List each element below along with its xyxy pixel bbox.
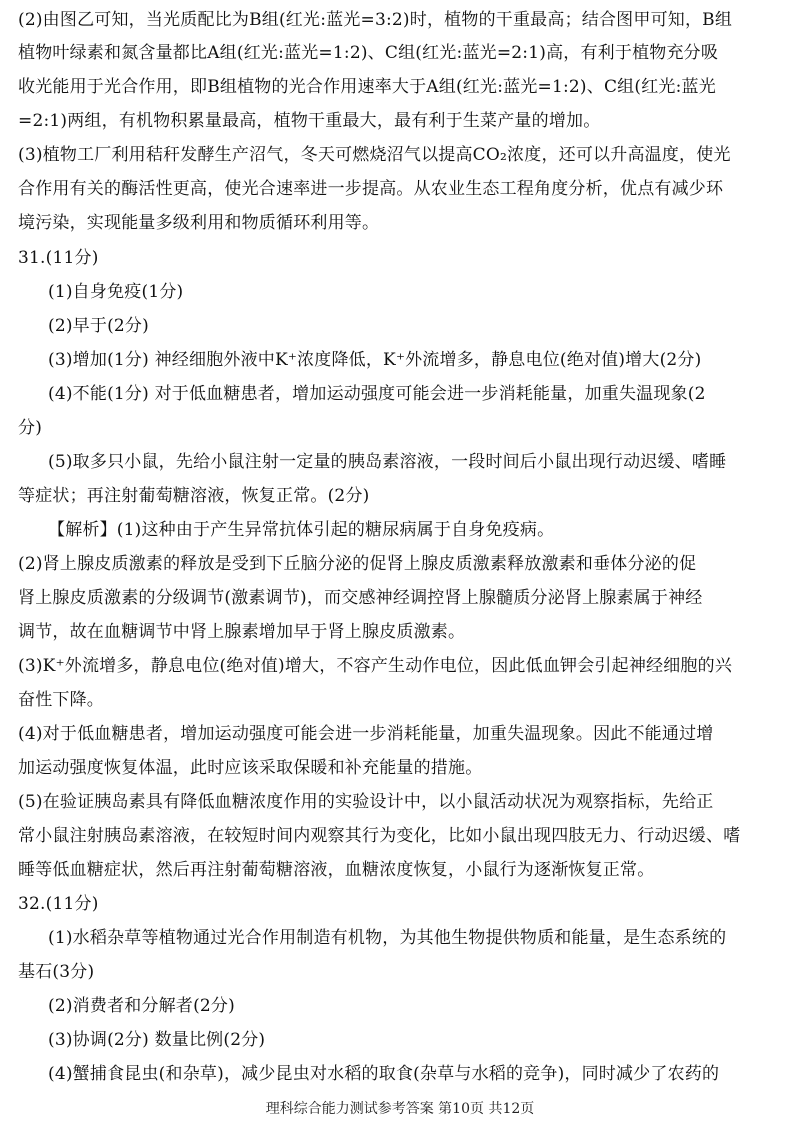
text-line: (5)在验证胰岛素具有降低血糖浓度作用的实验设计中，以小鼠活动状况为观察指标，先给正 <box>18 792 714 812</box>
text-line: (5)取多只小鼠，先给小鼠注射一定量的胰岛素溶液，一段时间后小鼠出现行动迟缓、嗜睡 <box>48 452 727 472</box>
text-line: (2)消费者和分解者(2分) <box>48 996 235 1016</box>
text-line: 加运动强度恢复体温，此时应该采取保暖和补充能量的措施。 <box>18 758 483 778</box>
text-line: 奋性下降。 <box>18 690 104 710</box>
text-line: (3)植物工厂利用秸秆发酵生产沼气，冬天可燃烧沼气以提高CO₂浓度，还可以升高温度，使光 <box>18 145 731 165</box>
text-line: 合作用有关的酶活性更高，使光合速率进一步提高。从农业生态工程角度分析，优点有减少环 <box>18 179 724 199</box>
question-heading: 31.(11分) <box>18 248 99 268</box>
text-line: 分) <box>18 418 43 438</box>
text-line: 肾上腺皮质激素的分级调节(激素调节)，而交感神经调控肾上腺髓质分泌肾上腺素属于神经 <box>18 588 703 608</box>
text-line: 收光能用于光合作用，即B组植物的光合作用速率大于A组(红光:蓝光=1:2)、C组(红光:蓝光 <box>18 77 716 97</box>
text-line: (3)协调(2分) 数量比例(2分) <box>48 1030 266 1050</box>
text-line: (3)K⁺外流增多，静息电位(绝对值)增大，不容产生动作电位，因此低血钾会引起神经细胞的兴 <box>18 656 733 676</box>
text-line: 睡等低血糖症状，然后再注射葡萄糖溶液，血糖浓度恢复，小鼠行为逐渐恢复正常。 <box>18 860 655 880</box>
text-line: 境污染，实现能量多级利用和物质循环利用等。 <box>18 213 380 233</box>
text-line: (4)不能(1分) 对于低血糖患者，增加运动强度可能会进一步消耗能量，加重失温现象(2 <box>48 384 706 404</box>
text-line: (3)增加(1分) 神经细胞外液中K⁺浓度降低，K⁺外流增多，静息电位(绝对值)增大(2分) <box>48 350 702 370</box>
text-line: 常小鼠注射胰岛素溶液，在较短时间内观察其行为变化，比如小鼠出现四肢无力、行动迟缓、嗜 <box>18 826 741 846</box>
text-line: (2)肾上腺皮质激素的释放是受到下丘脑分泌的促肾上腺皮质激素释放激素和垂体分泌的促 <box>18 554 697 574</box>
text-line: (2)由图乙可知，当光质配比为B组(红光:蓝光=3:2)时，植物的干重最高；结合图甲可知，B组 <box>18 10 733 30</box>
page-footer: 理科综合能力测试参考答案 第10页 共12页 <box>265 1101 535 1117</box>
question-heading: 32.(11分) <box>18 894 99 914</box>
text-line: 调节，故在血糖调节中肾上腺素增加早于肾上腺皮质激素。 <box>18 622 466 642</box>
text-line: 等症状；再注射葡萄糖溶液，恢复正常。(2分) <box>18 486 370 506</box>
text-line: =2:1)两组，有机物积累量最高，植物干重最大，最有利于生菜产量的增加。 <box>18 111 601 131</box>
text-line: (4)对于低血糖患者，增加运动强度可能会进一步消耗能量，加重失温现象。因此不能通过增 <box>18 724 714 744</box>
text-line: (1)自身免疫(1分) <box>48 282 184 302</box>
text-line: 基石(3分) <box>18 962 95 982</box>
analysis-heading: 【解析】(1)这种由于产生异常抗体引起的糖尿病属于自身免疫病。 <box>48 520 555 540</box>
text-line: (1)水稻杂草等植物通过光合作用制造有机物，为其他生物提供物质和能量，是生态系统的 <box>48 928 727 948</box>
text-line: (2)早于(2分) <box>48 316 149 336</box>
text-line: 植物叶绿素和氮含量都比A组(红光:蓝光=1:2)、C组(红光:蓝光=2:1)高，有利于植物充分吸 <box>18 43 719 63</box>
text-line: (4)蟹捕食昆虫(和杂草)，减少昆虫对水稻的取食(杂草与水稻的竞争)，同时减少了农药的 <box>48 1064 720 1084</box>
